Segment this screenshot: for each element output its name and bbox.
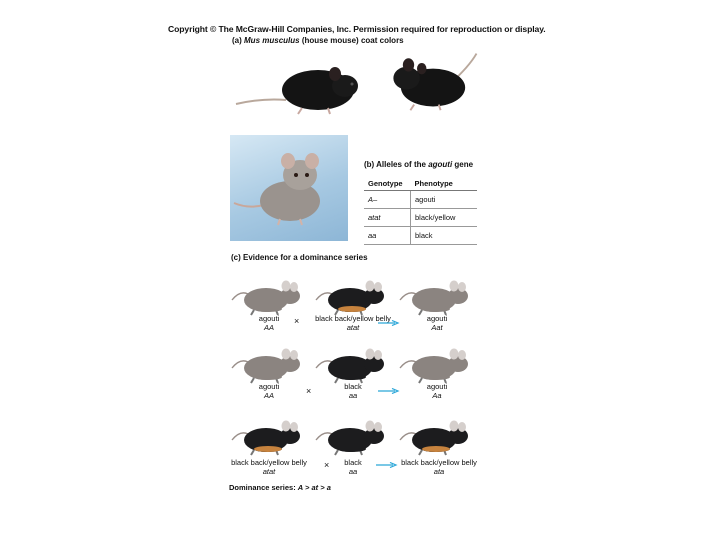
agouti-mouse-figure	[230, 276, 306, 316]
black-mouse-figure	[314, 416, 390, 456]
genotype-cell: atat	[364, 209, 411, 227]
phenotype-cell: black/yellow	[411, 209, 478, 227]
copyright-notice: Copyright © The McGraw-Hill Companies, Inc. Permission required for reproduction or display.	[168, 24, 546, 34]
genotype-label: atat	[346, 323, 360, 332]
black-mouse-figure	[314, 344, 390, 384]
dominance-series-label: Dominance series:	[229, 483, 296, 492]
phenotype-label: black back/yellow belly	[315, 314, 391, 323]
panel-a-species: Mus musculus	[244, 36, 300, 45]
cross-symbol: ×	[324, 460, 330, 470]
phenotype-label: black	[344, 458, 362, 467]
cross2-offspring-label	[392, 382, 482, 400]
panel-c-letter: (c)	[231, 253, 241, 262]
phenotype-label: agouti	[426, 314, 448, 323]
genotype-label: AA	[263, 323, 274, 332]
black-mouse-photo-right	[386, 46, 516, 114]
genotype-label: AA	[263, 391, 274, 400]
agouti-mouse-figure	[398, 276, 474, 316]
black-yellow-mouse-figure	[398, 416, 474, 456]
black-yellow-mouse-figure	[230, 416, 306, 456]
panel-b-letter: (b)	[364, 160, 375, 169]
phenotype-label: agouti	[258, 314, 280, 323]
genotype-label: Aa	[432, 391, 442, 400]
dominance-series	[229, 483, 331, 492]
genotype-label: Aat	[431, 323, 443, 332]
alleles-table-header	[364, 177, 477, 191]
panel-a-caption	[232, 36, 404, 45]
phenotype-cell: black	[411, 227, 478, 245]
phenotype-cell: agouti	[411, 191, 478, 209]
agouti-mouse-photo	[230, 135, 348, 241]
phenotype-label: black	[344, 382, 362, 391]
cross1-parent1-label	[224, 314, 314, 332]
genotype-label: atat	[262, 467, 276, 476]
alleles-table	[364, 177, 477, 245]
agouti-mouse-figure	[398, 344, 474, 384]
phenotype-label: agouti	[258, 382, 280, 391]
genotype-label: aa	[348, 467, 358, 476]
black-yellow-mouse-figure	[314, 276, 390, 316]
genotype-cell: A–	[364, 191, 411, 209]
panel-b-title-post: gene	[454, 160, 474, 169]
table-row	[364, 227, 477, 245]
phenotype-label: black back/yellow belly	[401, 458, 477, 467]
panel-b-gene: agouti	[428, 160, 453, 169]
agouti-mouse-figure	[230, 344, 306, 384]
genotype-header: Genotype	[364, 177, 411, 191]
table-row	[364, 209, 477, 227]
panel-b-title-pre: Alleles of the	[376, 160, 426, 169]
genotype-label: aa	[348, 391, 358, 400]
genotype-label: ata	[433, 467, 445, 476]
phenotype-header: Phenotype	[411, 177, 478, 191]
cross3-parent1-label	[224, 458, 314, 476]
panel-a-caption-rest: (house mouse) coat colors	[301, 36, 404, 45]
table-row	[364, 191, 477, 209]
genotype-cell: aa	[364, 227, 411, 245]
panel-c-title: Evidence for a dominance series	[243, 253, 368, 262]
cross-symbol: ×	[306, 386, 312, 396]
cross2-parent1-label	[224, 382, 314, 400]
panel-b-caption	[364, 160, 473, 169]
dominance-series-value: A > at > a	[297, 483, 331, 492]
phenotype-label: black back/yellow belly	[231, 458, 307, 467]
panel-c-caption	[231, 253, 368, 262]
cross3-offspring-label	[394, 458, 484, 476]
cross1-offspring-label	[392, 314, 482, 332]
phenotype-label: agouti	[426, 382, 448, 391]
black-mouse-photo-left	[232, 48, 362, 116]
panel-a-letter: (a)	[232, 36, 242, 45]
cross-symbol: ×	[294, 316, 300, 326]
